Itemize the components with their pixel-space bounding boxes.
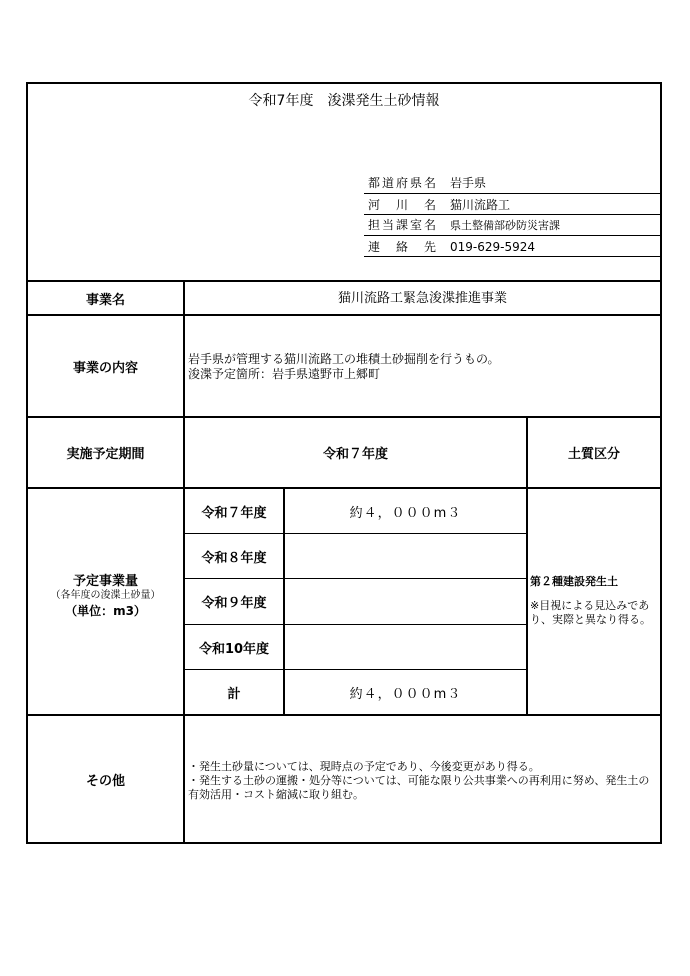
info-contact bbox=[368, 238, 535, 256]
volume-unit: （単位：m3） bbox=[65, 604, 146, 618]
volume-label-block bbox=[28, 570, 183, 619]
project-content-label: 事業の内容 bbox=[72, 360, 138, 376]
volume-sublabel: （各年度の浚渫土砂量） bbox=[50, 590, 161, 601]
volume-year: 令和９年度 bbox=[201, 596, 267, 611]
page-title: 令和7年度 浚渫発生土砂情報 bbox=[248, 93, 440, 109]
info-river bbox=[368, 196, 510, 214]
period-label: 実施予定期間 bbox=[66, 447, 145, 462]
info-label: 河 川 名 bbox=[368, 198, 439, 212]
project-content-line1: 岩手県が管理する猫川流路工の堆積土砂掘削を行うもの。 bbox=[188, 352, 500, 366]
volume-total-amount: 約４，０００m３ bbox=[349, 686, 462, 702]
volume-total-label: 計 bbox=[227, 686, 241, 702]
soil-note: ※目視による見込みであり、実際と異なり得る。 bbox=[530, 599, 651, 626]
volume-amount bbox=[285, 625, 526, 669]
soil-class-label: 土質区分 bbox=[567, 447, 620, 462]
info-label: 担当課室名 bbox=[368, 218, 439, 232]
soil-type: 第２種建設発生土 bbox=[530, 575, 618, 588]
volume-year: 令和８年度 bbox=[201, 550, 267, 566]
info-label: 連 絡 先 bbox=[368, 240, 439, 254]
volume-year: 令和10年度 bbox=[198, 641, 270, 657]
project-name-label: 事業名 bbox=[85, 292, 125, 308]
other-label: その他 bbox=[85, 773, 125, 789]
info-value: 019-629-5924 bbox=[450, 240, 536, 254]
volume-label: 予定事業量 bbox=[72, 574, 138, 589]
info-prefecture bbox=[368, 174, 486, 192]
period-value: 令和７年度 bbox=[322, 447, 388, 462]
info-label: 都道府県名 bbox=[368, 176, 439, 190]
volume-amount: 約４，０００m３ bbox=[349, 505, 462, 521]
info-value: 岩手県 bbox=[450, 176, 487, 190]
volume-amount bbox=[285, 579, 526, 624]
other-note: ・発生土砂量については、現時点の予定であり、今後変更があり得る。 bbox=[188, 760, 540, 773]
volume-amount bbox=[285, 534, 526, 578]
soil-type-block bbox=[530, 575, 660, 627]
project-name-value: 猫川流路工緊急浚渫推進事業 bbox=[337, 290, 507, 306]
other-notes bbox=[188, 760, 656, 802]
info-value: 県土整備部砂防災害課 bbox=[450, 219, 560, 232]
project-content-line2: 浚渫予定箇所：岩手県遠野市上郷町 bbox=[188, 367, 381, 381]
other-note: ・発生する土砂の運搬・処分等については、可能な限り公共事業への再利用に努め、発生土の有効活用・コスト縮減に取り組む。 bbox=[188, 774, 650, 801]
volume-year: 令和７年度 bbox=[201, 505, 267, 521]
info-department bbox=[368, 216, 560, 235]
info-value: 猫川流路工 bbox=[450, 198, 511, 212]
